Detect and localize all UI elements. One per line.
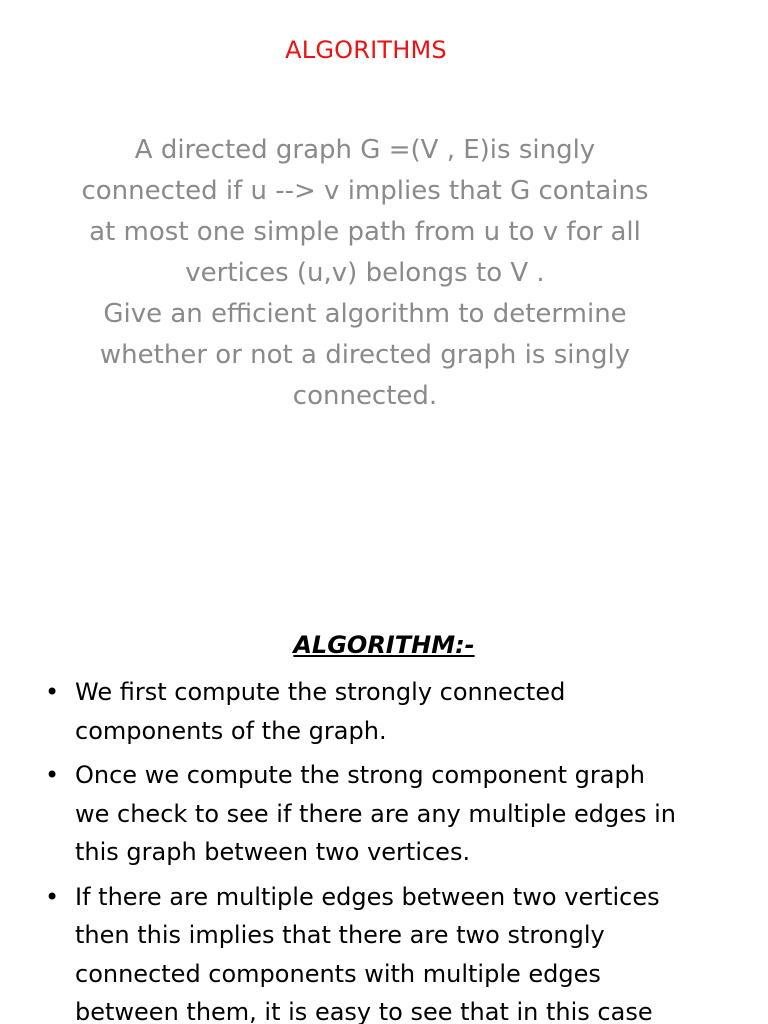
bullet-icon: • (45, 882, 60, 911)
bullet-line: If there are multiple edges between two vertices (75, 882, 660, 911)
bullet-line: we check to see if there are any multiple edges in (75, 799, 677, 828)
bullet-line: this graph between two vertices. (75, 838, 471, 866)
bullet-line: We first compute the strongly connected (75, 678, 566, 706)
question-line: Give an efficient algorithm to determine (103, 299, 627, 329)
bullet-item (45, 878, 765, 1024)
section-heading: ALGORITHM:- (293, 631, 475, 659)
bullet-icon: • (45, 678, 60, 706)
bullet-list (45, 673, 765, 1024)
bullet-item (45, 673, 765, 750)
slide-algorithm-answer (0, 576, 768, 1024)
bullet-item (45, 756, 765, 872)
question-line: whether or not a directed graph is singly (99, 340, 631, 370)
question-line: at most one simple path from u to v for all (89, 217, 641, 247)
slide-title: ALGORITHMS (285, 36, 447, 64)
question-line: vertices (u,v) belongs to V . (185, 258, 545, 288)
question-line: A directed graph G =(V , E)is singly (134, 135, 596, 165)
bullet-line: components of the graph. (75, 716, 387, 745)
bullet-line: between them, it is easy to see that in this case (75, 998, 653, 1024)
question-line: connected if u --> v implies that G contains (81, 176, 649, 206)
bullet-line: Once we compute the strong component graph (75, 761, 645, 789)
question-text (40, 130, 690, 417)
bullet-line: connected components with multiple edges (75, 959, 601, 988)
bullet-line: then this implies that there are two strongly (75, 921, 605, 949)
question-line: connected. (292, 381, 438, 411)
bullet-icon: • (45, 761, 60, 789)
